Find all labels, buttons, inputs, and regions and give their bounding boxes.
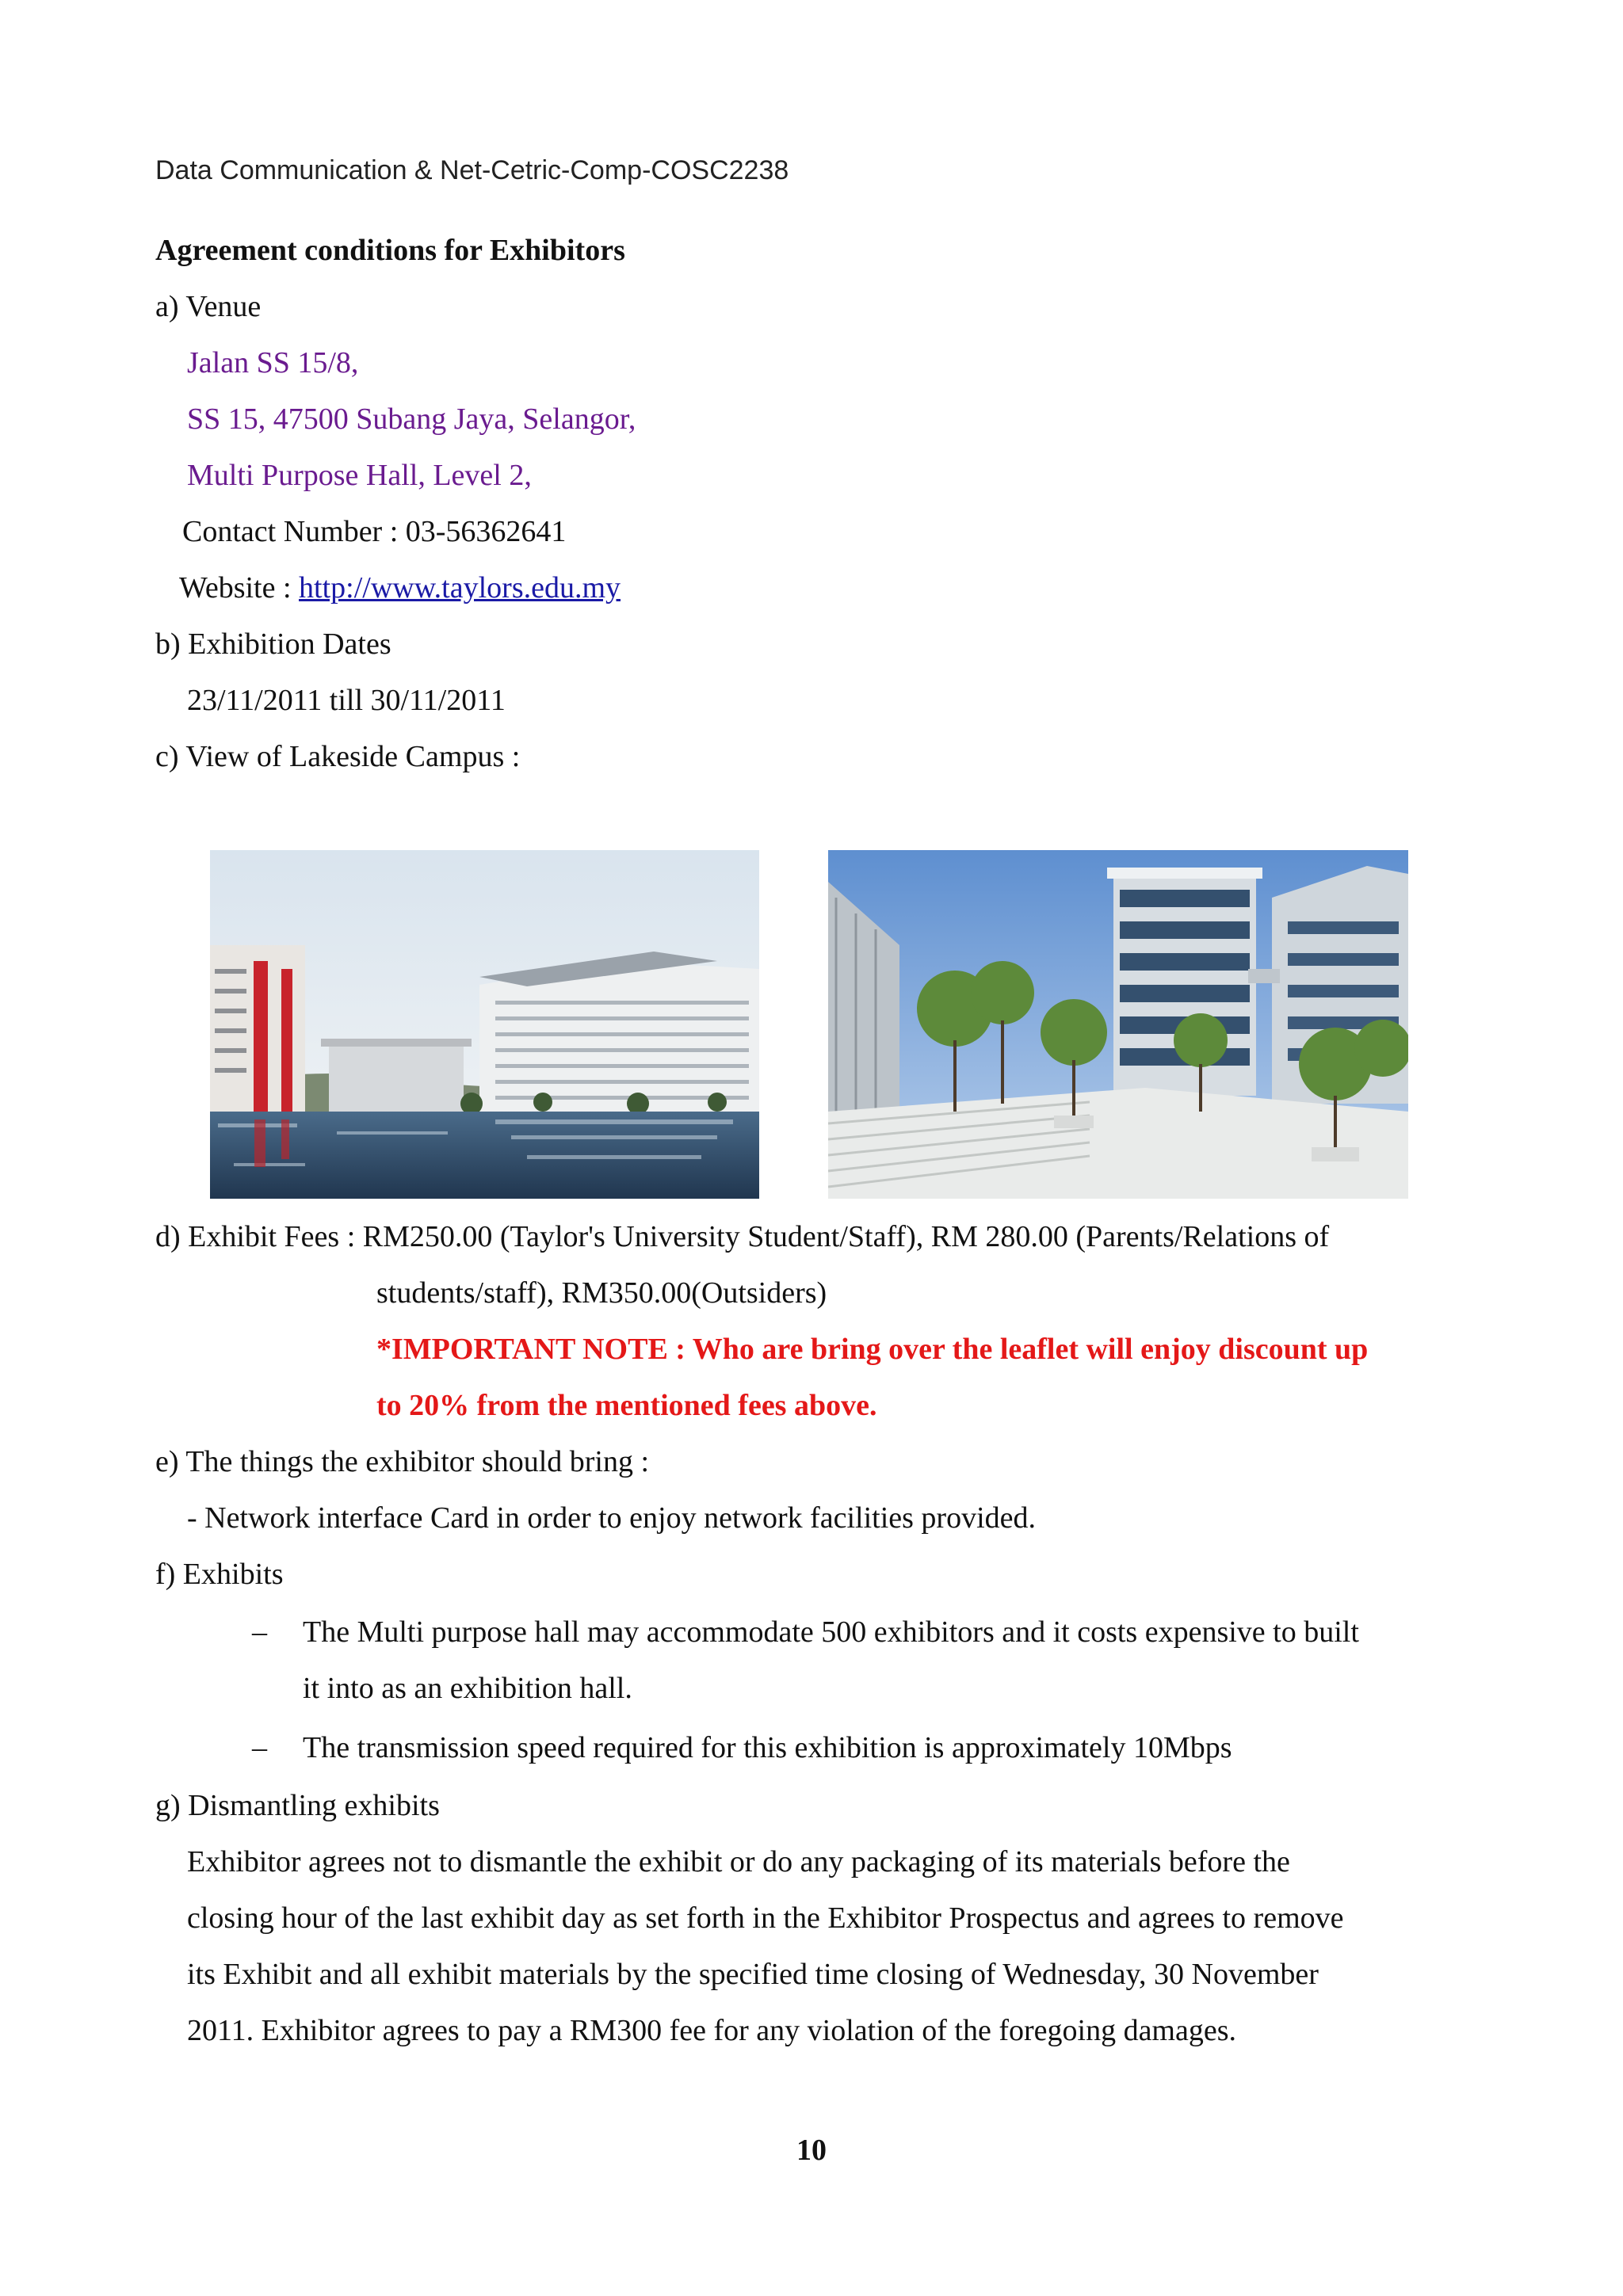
venue-label: a) Venue [155, 290, 262, 323]
exhibits-item1-line1: The Multi purpose hall may accommodate 500 exhibitors and it costs expensive to built [303, 1615, 1359, 1649]
dates-value: 23/11/2011 till 30/11/2011 [187, 684, 506, 717]
venue-website [179, 570, 621, 605]
venue-address-line3: Multi Purpose Hall, Level 2, [187, 459, 532, 492]
fees-important-note-line2: to 20% from the mentioned fees above. [376, 1389, 877, 1422]
dismantling-label: g) Dismantling exhibits [155, 1789, 440, 1822]
bring-label: e) The things the exhibitor should bring : [155, 1445, 650, 1478]
dismantling-line4: 2011. Exhibitor agrees to pay a RM300 fee for any violation of the foregoing damages. [187, 2014, 1237, 2047]
campus-photo-lakeside [210, 850, 759, 1199]
venue-contact: Contact Number : 03-56362641 [182, 515, 567, 548]
dismantling-line3: its Exhibit and all exhibit materials by the specified time closing of Wednesday, 30 November [187, 1958, 1319, 1991]
dates-label: b) Exhibition Dates [155, 627, 391, 661]
venue-address-line1: Jalan SS 15/8, [187, 346, 359, 379]
bullet-dash: – [252, 1615, 267, 1649]
page-number: 10 [796, 2134, 827, 2167]
fees-important-note-line1: *IMPORTANT NOTE : Who are bring over the leaflet will enjoy discount up [376, 1333, 1369, 1366]
fees-line1: d) Exhibit Fees : RM250.00 (Taylor's University Student/Staff), RM 280.00 (Parents/Relations of [155, 1220, 1330, 1253]
course-header: Data Communication & Net-Cetric-Comp-COSC2238 [155, 155, 789, 185]
bullet-dash: – [252, 1731, 267, 1764]
section-title: Agreement conditions for Exhibitors [155, 234, 625, 267]
campus-photo-plaza [828, 850, 1408, 1199]
exhibits-item2: The transmission speed required for this exhibition is approximately 10Mbps [303, 1731, 1232, 1764]
venue-address-line2: SS 15, 47500 Subang Jaya, Selangor, [187, 402, 636, 436]
website-label: Website : [179, 571, 300, 605]
campus-label: c) View of Lakeside Campus : [155, 740, 521, 773]
exhibits-item1-line2: it into as an exhibition hall. [303, 1672, 632, 1705]
exhibits-label: f) Exhibits [155, 1558, 284, 1591]
website-link[interactable]: http://www.taylors.edu.my [299, 571, 621, 605]
bring-item: - Network interface Card in order to enjoy network facilities provided. [187, 1501, 1037, 1535]
dismantling-line2: closing hour of the last exhibit day as set forth in the Exhibitor Prospectus and agrees to remove [187, 1901, 1344, 1935]
dismantling-line1: Exhibitor agrees not to dismantle the exhibit or do any packaging of its materials before the [187, 1845, 1290, 1878]
fees-line2: students/staff), RM350.00(Outsiders) [376, 1276, 827, 1310]
